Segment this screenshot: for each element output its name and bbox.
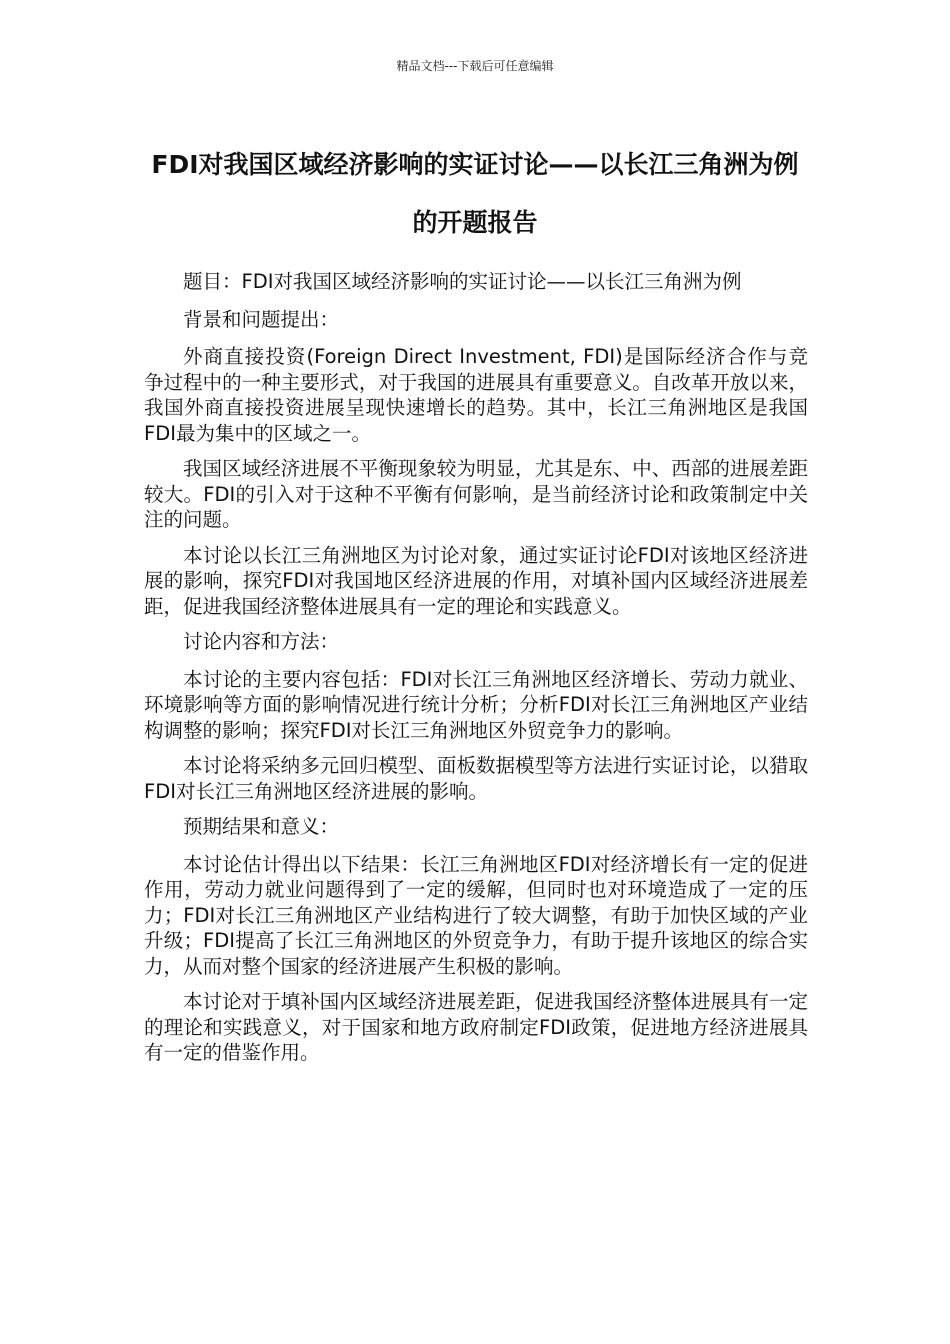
paragraph-regional-imbalance: 我国区域经济进展不平衡现象较为明显，尤其是东、中、西部的进展差距较大。FDI的引入对于这种不平衡有何影响，是当前经济讨论和政策制定中关注的问题。 [144, 457, 808, 531]
paragraph-research-object: 本讨论以长江三角洲地区为讨论对象，通过实证讨论FDI对该地区经济进展的影响，探究FDI对我国地区经济进展的作用，对填补国内区域经济进展差距，促进我国经济整体进展具有一定的理论和实践意义。 [144, 543, 808, 618]
paragraph-main-content: 本讨论的主要内容包括：FDI对长江三角洲地区经济增长、劳动力就业、环境影响等方面的影响情况进行统计分析；分析FDI对长江三角洲地区产业结构调整的影响；探究FDI对长江三角洲地区外贸竞争力的影响。 [144, 667, 808, 742]
paragraph-methods: 本讨论将采纳多元回归模型、面板数据模型等方法进行实证讨论，以猎取FDI对长江三角洲地区经济进展的影响。 [144, 754, 808, 803]
topic-line: 题目：FDI对我国区域经济影响的实证讨论——以长江三角洲为例 [183, 270, 742, 293]
document-title: FDI对我国区域经济影响的实证讨论——以长江三角洲为例的开题报告 [151, 150, 799, 237]
paragraph-expected-results: 本讨论估计得出以下结果：长江三角洲地区FDI对经济增长有一定的促进作用，劳动力就业问题得到了一定的缓解，但同时也对环境造成了一定的压力；FDI对长江三角洲地区产业结构进行了较大调整，有助于加快区域的产业升级；FDI提高了长江三角洲地区的外贸竞争力，有助于提升该地区的综合实力，从而对整个国家的经济进展产生积极的影响。 [144, 852, 808, 978]
section-heading-expected-results: 预期结果和意义： [183, 815, 340, 838]
section-heading-content-method: 讨论内容和方法： [183, 630, 340, 653]
paragraph-fdi-intro: 外商直接投资(Foreign Direct Investment, FDI)是国际经济合作与竞争过程中的一种主要形式，对于我国的进展具有重要意义。自改革开放以来，我国外商直接投资进展呈现快速增长的趋势。其中，长江三角洲地区是我国FDI最为集中的区域之一。 [144, 345, 808, 445]
header-note: 精品文档---下载后可任意编辑 [396, 59, 554, 73]
document-body [144, 269, 808, 1076]
section-heading-background: 背景和问题提出： [183, 307, 340, 331]
paragraph-significance: 本讨论对于填补国内区域经济进展差距，促进我国经济整体进展具有一定的理论和实践意义，对于国家和地方政府制定FDI政策，促进地方经济进展具有一定的借鉴作用。 [144, 990, 808, 1064]
